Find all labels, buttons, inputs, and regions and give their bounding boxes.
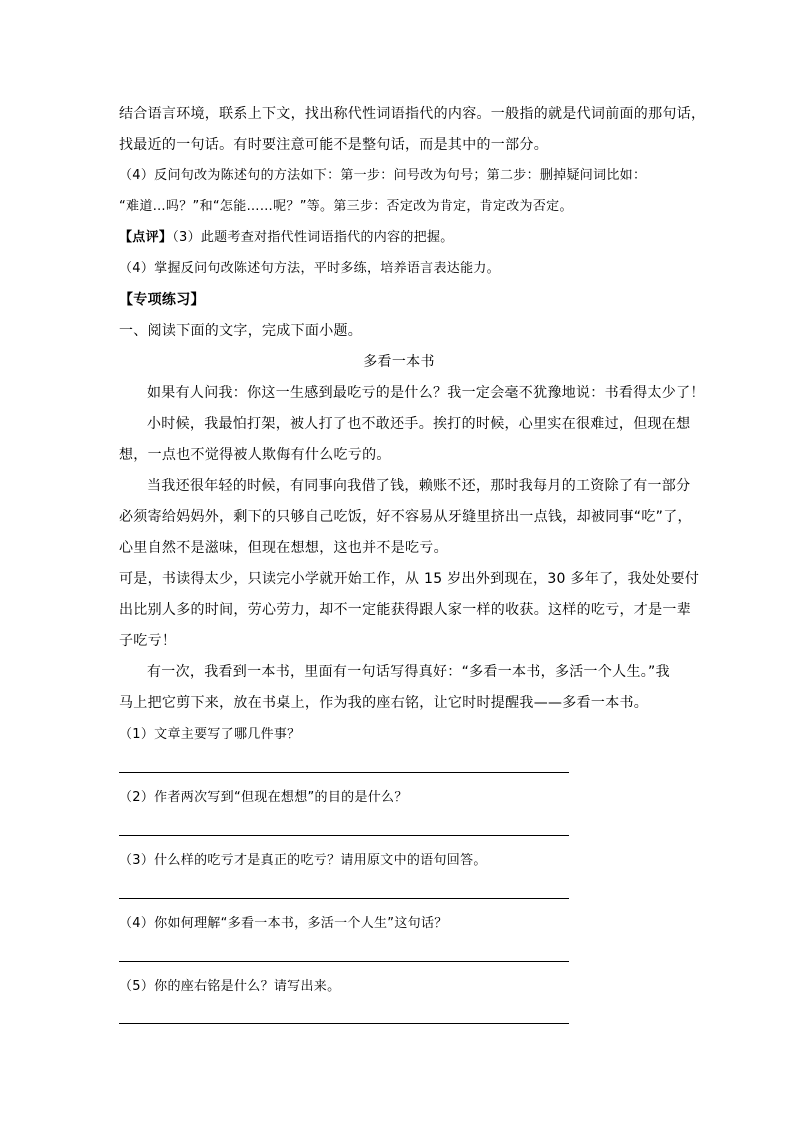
- article-paragraph-3-line-3: 心里自然不是滋味，但现在想想，这也并不是吃亏。: [119, 540, 448, 556]
- answer-line-3[interactable]: [119, 898, 569, 899]
- article-paragraph-1: 如果有人问我：你这一生感到最吃亏的是什么？我一定会毫不犹豫地说：书看得太少了！: [147, 385, 705, 401]
- article-paragraph-5-line-2: 马上把它剪下来，放在书桌上，作为我的座右铭，让它时时提醒我——多看一本书。: [119, 695, 649, 711]
- article-paragraph-4-line-3: 子吃亏！: [119, 633, 177, 649]
- question-3: （3）什么样的吃亏才是真正的吃亏？请用原文中的语句回答。: [119, 853, 487, 868]
- analysis-point-4-cont: “难道…吗？”和“怎能……呢？”等。第三步：否定改为肯定，肯定改为否定。: [119, 199, 573, 214]
- analysis-line-1: 结合语言环境，联系上下文，找出称代性词语指代的内容。一般指的就是代词前面的那句话，: [119, 106, 706, 122]
- article-paragraph-3-line-1: 当我还很年轻的时候，有同事向我借了钱，赖账不还，那时我每月的工资除了有一部分: [147, 478, 691, 494]
- article-paragraph-3-line-2: 必须寄给妈妈外，剩下的只够自己吃饭，好不容易从牙缝里挤出一点钱，却被同事“吃”了，: [119, 509, 692, 525]
- comment-text: （3）此题考查对指代性词语指代的内容的把握。: [172, 230, 454, 245]
- exercise-instruction: 一、阅读下面的文字，完成下面小题。: [119, 323, 363, 339]
- comment-line: [119, 228, 679, 248]
- comment-point-4: （4）掌握反问句改陈述句方法，平时多练，培养语言表达能力。: [119, 261, 500, 276]
- article-paragraph-4-line-2: 出比别人多的时间，劳心劳力，却不一定能获得跟人家一样的收获。这样的吃亏，才是一辈: [119, 602, 691, 618]
- question-2: （2）作者两次写到“但现在想想”的目的是什么？: [119, 790, 408, 805]
- question-4: （4）你如何理解“多看一本书，多活一个人生”这句话？: [119, 916, 448, 931]
- analysis-point-4: （4）反问句改为陈述句的方法如下：第一步：问号改为句号；第二步：删掉疑问词比如：: [119, 168, 647, 183]
- article-paragraph-2-line-2: 想，一点也不觉得被人欺侮有什么吃亏的。: [119, 447, 391, 463]
- answer-line-1[interactable]: [119, 772, 569, 773]
- article-paragraph-5-line-1: 有一次，我看到一本书，里面有一句话写得真好：“多看一本书，多活一个人生。”我: [147, 664, 670, 680]
- article-title: 多看一本书: [363, 354, 435, 370]
- question-1: （1）文章主要写了哪几件事？: [119, 727, 301, 742]
- comment-label: 【点评】: [119, 230, 173, 245]
- article-paragraph-4-line-1: 可是，书读得太少，只读完小学就开始工作，从 15 岁出外到现在，30 多年了，我处处要付: [119, 571, 700, 587]
- section-heading: 【专项练习】: [119, 292, 205, 308]
- article-paragraph-2-line-1: 小时候，我最怕打架，被人打了也不敢还手。挨打的时候，心里实在很难过，但现在想: [147, 416, 691, 432]
- answer-line-4[interactable]: [119, 961, 569, 962]
- question-5: （5）你的座右铭是什么？请写出来。: [119, 979, 341, 994]
- answer-line-5[interactable]: [119, 1023, 569, 1024]
- answer-line-2[interactable]: [119, 835, 569, 836]
- analysis-line-2: 找最近的一句话。有时要注意可能不是整句话，而是其中的一部分。: [119, 137, 548, 153]
